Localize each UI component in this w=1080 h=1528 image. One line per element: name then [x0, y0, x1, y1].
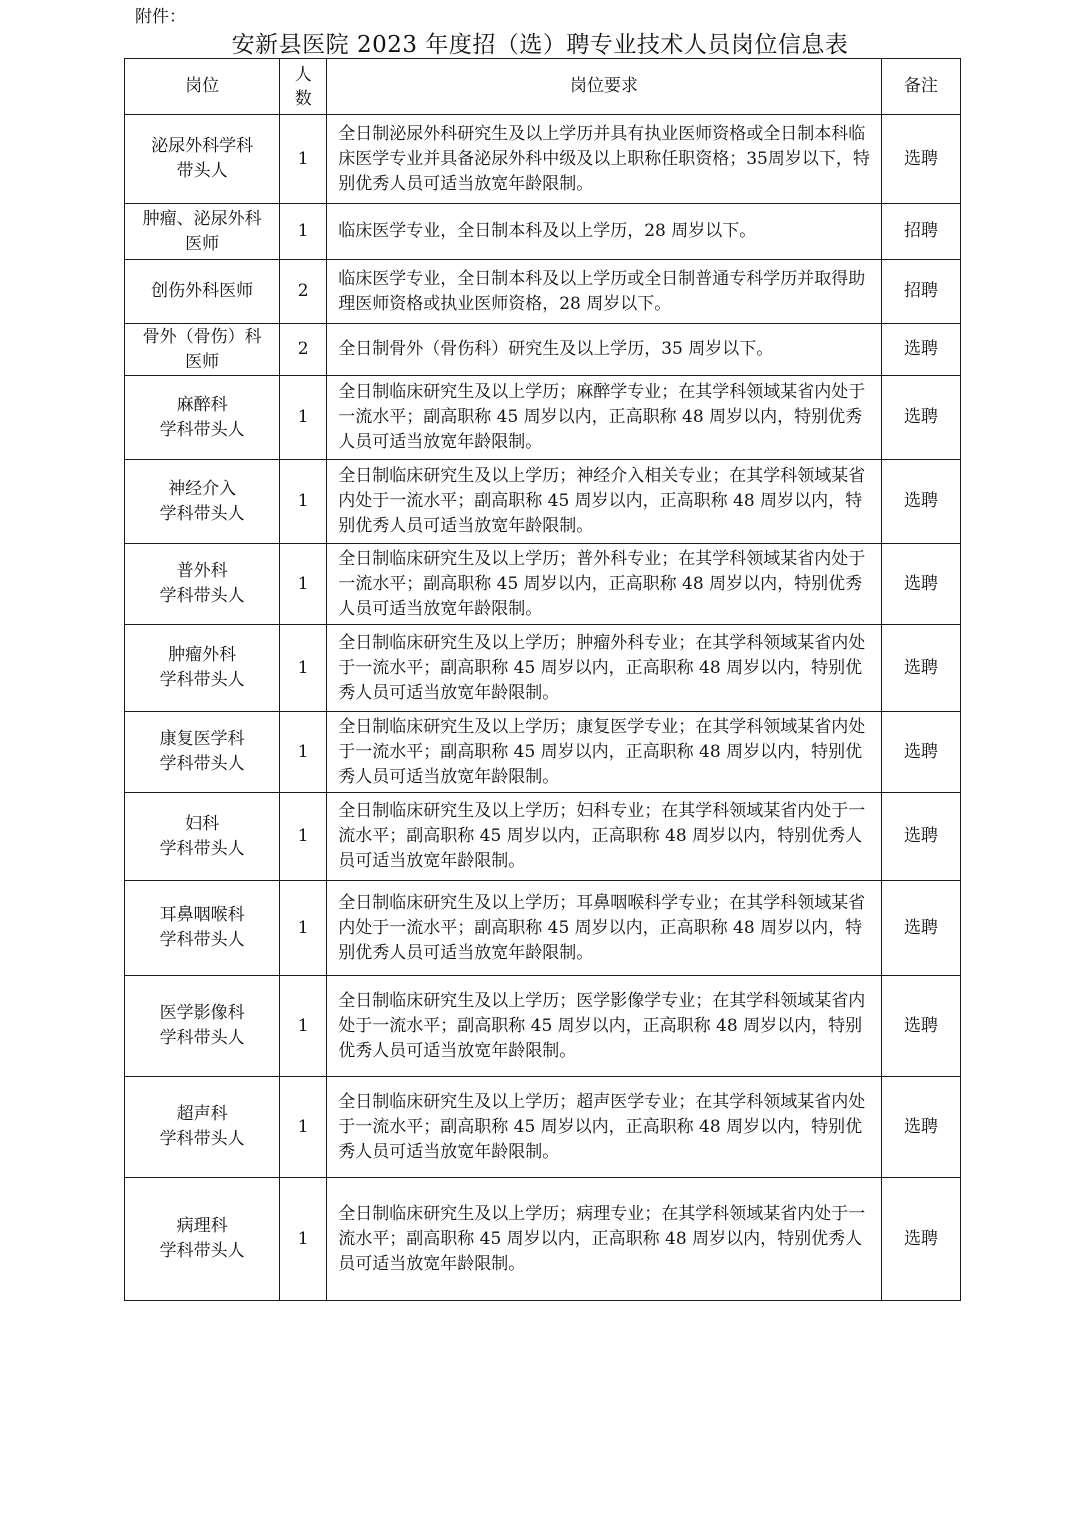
table-row: [125, 625, 961, 712]
table-body: [125, 115, 961, 1301]
position-line: 学科带头人: [159, 930, 245, 950]
cell-requirements: 全日制临床研究生及以上学历；妇科专业；在其学科领域某省内处于一流水平；副高职称 45 周岁以内，正高职称 48 周岁以内，特别优秀人员可适当放宽年龄限制。: [327, 793, 882, 881]
cell-remarks: 选聘: [881, 881, 960, 976]
cell-requirements: 全日制临床研究生及以上学历；麻醉学专业；在其学科领域某省内处于一流水平；副高职称 45 周岁以内，正高职称 48 周岁以内，特别优秀人员可适当放宽年龄限制。: [327, 376, 882, 460]
cell-requirements: 临床医学专业，全日制本科及以上学历，28 周岁以下。: [327, 204, 882, 260]
cell-position: [125, 1178, 280, 1301]
attachment-label: 附件：: [135, 7, 186, 27]
cell-remarks: 选聘: [881, 712, 960, 793]
cell-count: 1: [280, 376, 327, 460]
position-line: 泌尿外科学科: [151, 136, 254, 156]
table-row: [125, 712, 961, 793]
position-line: 学科带头人: [159, 503, 245, 524]
position-line: 神经介入: [168, 478, 237, 499]
cell-requirements: 全日制临床研究生及以上学历；病理专业；在其学科领域某省内处于一流水平；副高职称 45 周岁以内，正高职称 48 周岁以内，特别优秀人员可适当放宽年龄限制。: [327, 1178, 882, 1301]
position-line: 学科带头人: [159, 754, 245, 774]
cell-count: 1: [280, 976, 327, 1077]
table-row: [125, 1077, 961, 1178]
cell-requirements: 全日制临床研究生及以上学历；超声医学专业；在其学科领域某省内处于一流水平；副高职称 45 周岁以内，正高职称 48 周岁以内，特别优秀人员可适当放宽年龄限制。: [327, 1077, 882, 1178]
cell-requirements: 全日制临床研究生及以上学历；康复医学专业；在其学科领域某省内处于一流水平；副高职称 45 周岁以内，正高职称 48 周岁以内，特别优秀人员可适当放宽年龄限制。: [327, 712, 882, 793]
cell-remarks: 选聘: [881, 793, 960, 881]
cell-remarks: 选聘: [881, 544, 960, 625]
cell-position: [125, 260, 280, 324]
column-header-count-line: 数: [294, 88, 312, 109]
cell-position: [125, 1077, 280, 1178]
cell-count: 1: [280, 881, 327, 976]
cell-remarks: 招聘: [881, 204, 960, 260]
position-line: 学科带头人: [159, 670, 245, 690]
cell-count: 1: [280, 712, 327, 793]
cell-remarks: 选聘: [881, 460, 960, 544]
cell-requirements: 全日制临床研究生及以上学历；普外科专业；在其学科领域某省内处于一流水平；副高职称 45 周岁以内，正高职称 48 周岁以内，特别优秀人员可适当放宽年龄限制。: [327, 544, 882, 625]
cell-position: [125, 204, 280, 260]
position-line: 肿瘤、泌尿外科: [142, 208, 262, 229]
column-header-remarks: 备注: [881, 59, 960, 115]
table-row: [125, 881, 961, 976]
position-line: 麻醉科: [176, 394, 228, 415]
column-header-requirements: 岗位要求: [327, 59, 882, 115]
cell-remarks: 选聘: [881, 115, 960, 204]
cell-position: [125, 460, 280, 544]
position-line: 学科带头人: [159, 419, 245, 440]
cell-remarks: 选聘: [881, 1178, 960, 1301]
cell-count: 1: [280, 1178, 327, 1301]
position-line: 学科带头人: [159, 1028, 245, 1048]
position-line: 康复医学科: [159, 729, 245, 749]
position-line: 医师: [185, 351, 220, 372]
position-line: 普外科: [176, 561, 228, 581]
cell-requirements: 全日制临床研究生及以上学历；医学影像学专业；在其学科领域某省内处于一流水平；副高职称 45 周岁以内，正高职称 48 周岁以内，特别优秀人员可适当放宽年龄限制。: [327, 976, 882, 1077]
position-line: 超声科: [176, 1104, 228, 1124]
cell-position: [125, 976, 280, 1077]
cell-remarks: 选聘: [881, 376, 960, 460]
cell-count: 1: [280, 625, 327, 712]
cell-count: 1: [280, 1077, 327, 1178]
cell-count: 2: [280, 324, 327, 376]
position-line: 学科带头人: [159, 586, 245, 606]
positions-table: [124, 58, 961, 1301]
table-row: [125, 324, 961, 376]
cell-count: 1: [280, 204, 327, 260]
table-row: [125, 976, 961, 1077]
table-row: [125, 793, 961, 881]
cell-position: [125, 376, 280, 460]
cell-position: [125, 712, 280, 793]
table-row: [125, 1178, 961, 1301]
cell-position: [125, 544, 280, 625]
cell-position: [125, 625, 280, 712]
cell-remarks: 选聘: [881, 1077, 960, 1178]
column-header-position: 岗位: [125, 59, 280, 115]
page-title: 安新县医院 2023 年度招（选）聘专业技术人员岗位信息表: [231, 32, 849, 58]
cell-requirements: 全日制临床研究生及以上学历；神经介入相关专业；在其学科领域某省内处于一流水平；副高职称 45 周岁以内，正高职称 48 周岁以内，特别优秀人员可适当放宽年龄限制。: [327, 460, 882, 544]
cell-remarks: 选聘: [881, 324, 960, 376]
cell-position: [125, 793, 280, 881]
table-row: [125, 260, 961, 324]
table-row: [125, 204, 961, 260]
position-line: 肿瘤外科: [168, 645, 237, 665]
cell-count: 1: [280, 544, 327, 625]
cell-count: 2: [280, 260, 327, 324]
position-line: 学科带头人: [159, 1241, 245, 1261]
position-line: 妇科: [185, 813, 220, 834]
table-row: [125, 376, 961, 460]
table-row: [125, 115, 961, 204]
table-row: [125, 544, 961, 625]
position-line: 病理科: [176, 1216, 228, 1236]
cell-remarks: 选聘: [881, 625, 960, 712]
position-line: 医师: [185, 233, 220, 254]
table-header-row: [125, 59, 961, 115]
position-line: 学科带头人: [159, 838, 245, 859]
cell-position: [125, 324, 280, 376]
position-line: 骨外（骨伤）科: [142, 326, 262, 347]
position-line: 医学影像科: [159, 1003, 245, 1023]
position-line: 学科带头人: [159, 1129, 245, 1149]
cell-remarks: 选聘: [881, 976, 960, 1077]
cell-count: 1: [280, 460, 327, 544]
table-row: [125, 460, 961, 544]
column-header-count-line: 人: [294, 64, 312, 85]
column-header-count: [280, 59, 327, 115]
cell-count: 1: [280, 793, 327, 881]
cell-requirements: 临床医学专业，全日制本科及以上学历或全日制普通专科学历并取得助理医师资格或执业医师资格，28 周岁以下。: [327, 260, 882, 324]
cell-requirements: 全日制泌尿外科研究生及以上学历并具有执业医师资格或全日制本科临床医学专业并具备泌尿外科中级及以上职称任职资格；35周岁以下，特别优秀人员可适当放宽年龄限制。: [327, 115, 882, 204]
cell-requirements: 全日制临床研究生及以上学历；肿瘤外科专业；在其学科领域某省内处于一流水平；副高职称 45 周岁以内，正高职称 48 周岁以内，特别优秀人员可适当放宽年龄限制。: [327, 625, 882, 712]
cell-position: [125, 881, 280, 976]
cell-remarks: 招聘: [881, 260, 960, 324]
cell-count: 1: [280, 115, 327, 204]
position-line: 耳鼻咽喉科: [159, 905, 245, 925]
position-line: 创伤外科医师: [151, 281, 254, 301]
cell-requirements: 全日制骨外（骨伤科）研究生及以上学历，35 周岁以下。: [327, 324, 882, 376]
position-line: 带头人: [176, 161, 228, 181]
cell-requirements: 全日制临床研究生及以上学历；耳鼻咽喉科学专业；在其学科领域某省内处于一流水平；副高职称 45 周岁以内，正高职称 48 周岁以内，特别优秀人员可适当放宽年龄限制。: [327, 881, 882, 976]
cell-position: [125, 115, 280, 204]
